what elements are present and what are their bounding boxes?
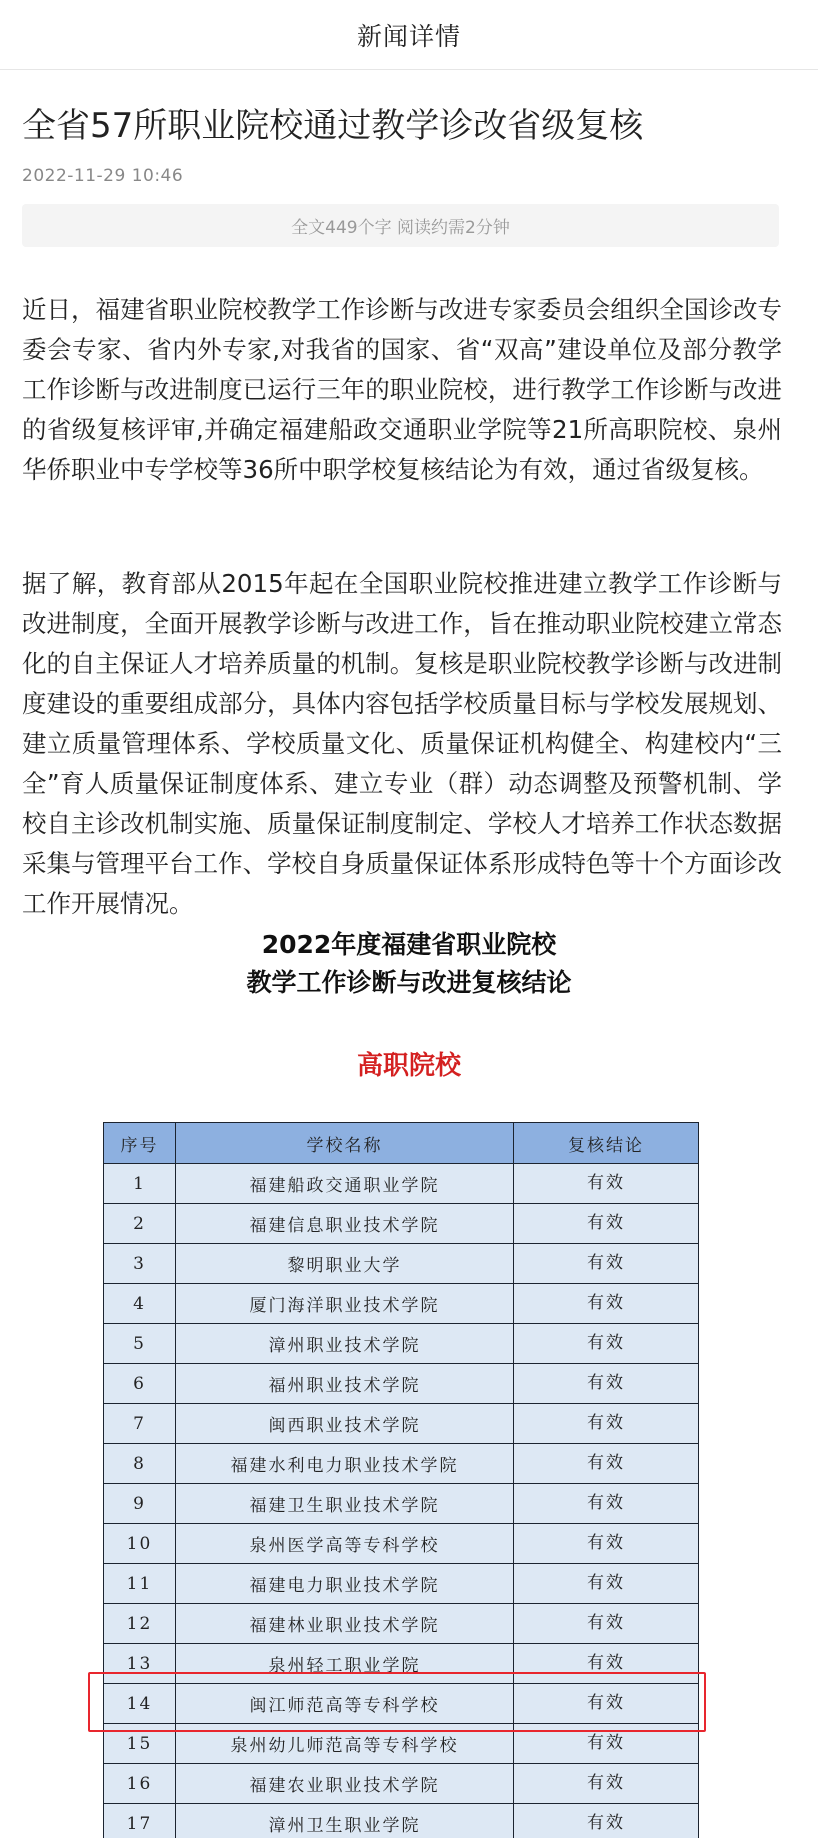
result-cell: 有效 (514, 1604, 699, 1644)
column-header-number: 序号 (104, 1123, 176, 1164)
table-row (104, 1204, 699, 1244)
school-name-cell: 福建水利电力职业技术学院 (176, 1444, 514, 1484)
school-name-cell: 福建林业职业技术学院 (176, 1604, 514, 1644)
row-number-cell: 1 (104, 1164, 176, 1204)
table-row (104, 1484, 699, 1524)
result-cell: 有效 (514, 1164, 699, 1204)
result-cell: 有效 (514, 1364, 699, 1404)
review-result-table (103, 1122, 699, 1838)
row-number-cell: 7 (104, 1404, 176, 1444)
table-row (104, 1684, 699, 1724)
column-header-result: 复核结论 (514, 1123, 699, 1164)
top-nav-bar (0, 0, 818, 70)
column-header-school: 学校名称 (176, 1123, 514, 1164)
result-cell: 有效 (514, 1684, 699, 1724)
school-name-cell: 闽江师范高等专科学校 (176, 1684, 514, 1724)
article-paragraph-1: 近日，福建省职业院校教学工作诊断与改进专家委员会组织全国诊改专委会专家、省内外专家,对我省的国家、省“双高”建设单位及部分教学工作诊断与改进制度已运行三年的职业院校，进行教学工作诊断与改进的省级复核评审,并确定福建船政交通职业学院等21所高职院校、泉州华侨职业中专学校等36所中职学校复核结论为有效，通过省级复核。 (22, 295, 782, 484)
row-number-cell: 16 (104, 1764, 176, 1804)
row-number-cell: 5 (104, 1324, 176, 1364)
school-name-cell: 福州职业技术学院 (176, 1364, 514, 1404)
school-name-cell: 福建船政交通职业学院 (176, 1164, 514, 1204)
read-info-text: 全文449个字 阅读约需2分钟 (291, 218, 510, 238)
row-number-cell: 4 (104, 1284, 176, 1324)
school-name-cell: 泉州幼儿师范高等专科学校 (176, 1724, 514, 1764)
table-row (104, 1604, 699, 1644)
publish-time: 2022-11-29 10:46 (22, 166, 184, 186)
result-cell: 有效 (514, 1524, 699, 1564)
school-name-cell: 闽西职业技术学院 (176, 1404, 514, 1444)
row-number-cell: 17 (104, 1804, 176, 1838)
result-cell: 有效 (514, 1644, 699, 1684)
row-number-cell: 12 (104, 1604, 176, 1644)
read-info-bar (22, 204, 779, 247)
school-name-cell: 漳州职业技术学院 (176, 1324, 514, 1364)
article-title: 全省57所职业院校通过教学诊改省级复核 (22, 106, 644, 146)
table-heading-line-2: 教学工作诊断与改进复核结论 (246, 968, 572, 997)
row-number-cell: 11 (104, 1564, 176, 1604)
school-name-cell: 福建信息职业技术学院 (176, 1204, 514, 1244)
table-row (104, 1444, 699, 1484)
table-heading-line-1: 2022年度福建省职业院校 (261, 930, 557, 959)
result-cell: 有效 (514, 1444, 699, 1484)
result-cell: 有效 (514, 1284, 699, 1324)
table-row (104, 1644, 699, 1684)
table-row (104, 1524, 699, 1564)
result-cell: 有效 (514, 1724, 699, 1764)
row-number-cell: 13 (104, 1644, 176, 1684)
result-cell: 有效 (514, 1764, 699, 1804)
category-subheading: 高职院校 (356, 1051, 461, 1081)
school-name-cell: 泉州医学高等专科学校 (176, 1524, 514, 1564)
table-row (104, 1564, 699, 1604)
table-row (104, 1284, 699, 1324)
school-name-cell: 泉州轻工职业学院 (176, 1644, 514, 1684)
school-name-cell: 福建卫生职业技术学院 (176, 1484, 514, 1524)
row-number-cell: 8 (104, 1444, 176, 1484)
table-row (104, 1764, 699, 1804)
result-cell: 有效 (514, 1484, 699, 1524)
row-number-cell: 3 (104, 1244, 176, 1284)
row-number-cell: 15 (104, 1724, 176, 1764)
table-row (104, 1404, 699, 1444)
school-name-cell: 漳州卫生职业学院 (176, 1804, 514, 1838)
table-row (104, 1244, 699, 1284)
table-row (104, 1364, 699, 1404)
result-cell: 有效 (514, 1324, 699, 1364)
school-name-cell: 福建电力职业技术学院 (176, 1564, 514, 1604)
row-number-cell: 14 (104, 1684, 176, 1724)
result-cell: 有效 (514, 1204, 699, 1244)
result-cell: 有效 (514, 1804, 699, 1838)
school-name-cell: 厦门海洋职业技术学院 (176, 1284, 514, 1324)
page-header-title: 新闻详情 (356, 21, 461, 51)
result-cell: 有效 (514, 1244, 699, 1284)
row-number-cell: 10 (104, 1524, 176, 1564)
table-row (104, 1804, 699, 1838)
article-paragraph-2: 据了解，教育部从2015年起在全国职业院校推进建立教学工作诊断与改进制度，全面开展教学诊断与改进工作，旨在推动职业院校建立常态化的自主保证人才培养质量的机制。复核是职业院校教学诊断与改进制度建设的重要组成部分，具体内容包括学校质量目标与学校发展规划、建立质量管理体系、学校质量文化、质量保证机构健全、构建校内“三全”育人质量保证制度体系、建立专业（群）动态调整及预警机制、学校自主诊改机制实施、质量保证制度制定、学校人才培养工作状态数据采集与管理平台工作、学校自身质量保证体系形成特色等十个方面诊改工作开展情况。 (22, 569, 782, 918)
table-row (104, 1324, 699, 1364)
table-header-row (104, 1123, 699, 1164)
result-cell: 有效 (514, 1404, 699, 1444)
school-name-cell: 福建农业职业技术学院 (176, 1764, 514, 1804)
row-number-cell: 6 (104, 1364, 176, 1404)
table-row (104, 1164, 699, 1204)
table-row (104, 1724, 699, 1764)
row-number-cell: 9 (104, 1484, 176, 1524)
row-number-cell: 2 (104, 1204, 176, 1244)
school-name-cell: 黎明职业大学 (176, 1244, 514, 1284)
result-cell: 有效 (514, 1564, 699, 1604)
